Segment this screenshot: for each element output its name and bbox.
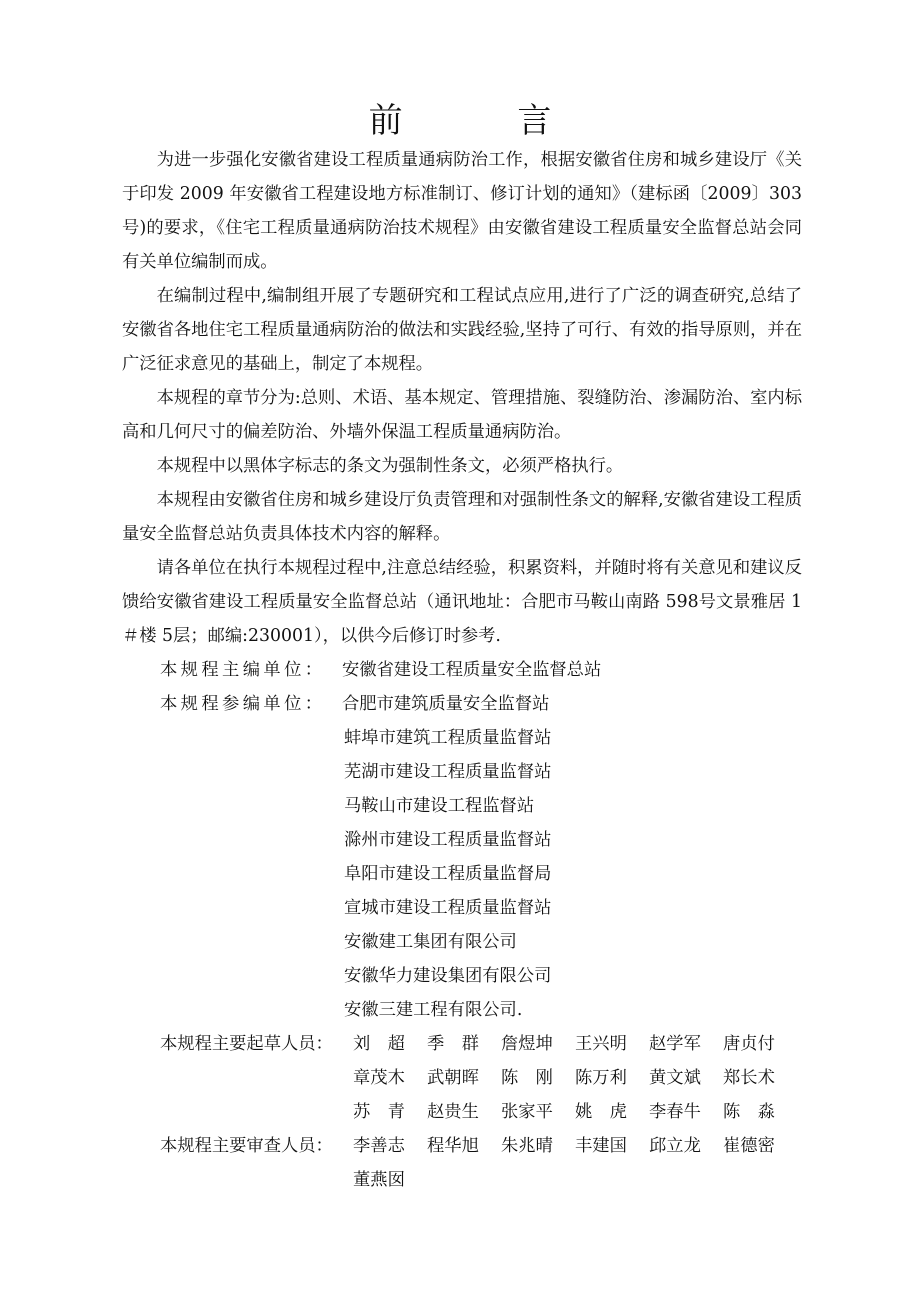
drafter-name: 武朝晖	[427, 1068, 479, 1088]
co-editor-unit: 芜湖市建设工程质量监督站	[344, 762, 552, 782]
co-editor-unit: 马鞍山市建设工程监督站	[344, 796, 535, 816]
reviewer-name: 李善志	[353, 1136, 405, 1156]
drafter-name: 季 群	[427, 1034, 479, 1054]
drafter-name: 郑长术	[723, 1068, 775, 1088]
intro-paragraph: 为进一步强化安徽省建设工程质量通病防治工作，根据安徽省住房和城乡建设厅《关于印发 2009 年安徽省工程建设地方标准制订、修订计划的通知》（建标函〔2009〕303 号)的要求，《住宅工程质量通病防治技术规程》由安徽省建设工程质量安全监督总站会同有关单位编制而成。	[122, 150, 802, 272]
drafter-name: 李春牛	[649, 1102, 701, 1122]
compilation-paragraph: 在编制过程中,编制组开展了专题研究和工程试点应用,进行了广泛的调查研究,总结了安徽省各地住宅工程质量通病防治的做法和实践经验,坚持了可行、有效的指导原则，并在广泛征求意见的基础上，制定了本规程。	[122, 286, 802, 374]
mandatory-paragraph: 本规程中以黑体字标志的条文为强制性条文，必须严格执行。	[156, 456, 624, 476]
co-editor-unit: 阜阳市建设工程质量监督局	[344, 864, 552, 884]
drafter-name: 姚 虎	[575, 1102, 627, 1122]
drafter-name: 赵贵生	[427, 1102, 479, 1122]
reviewer-name: 朱兆晴	[501, 1136, 553, 1156]
drafter-name: 唐贞付	[723, 1034, 775, 1054]
co-editor-unit: 安徽华力建设集团有限公司	[344, 966, 552, 986]
page-title: 前 言	[368, 101, 604, 141]
chief-editor-block	[122, 653, 802, 687]
drafter-name: 黄文斌	[649, 1068, 701, 1088]
reviewer-name: 崔德密	[723, 1136, 775, 1156]
co-editor-unit: 蚌埠市建筑工程质量监督站	[344, 728, 552, 748]
co-editor-unit: 安徽三建工程有限公司.	[344, 1000, 523, 1020]
drafter-name: 章茂木	[353, 1068, 405, 1088]
drafter-name: 王兴明	[575, 1034, 627, 1054]
reviewer-name: 程华旭	[427, 1136, 479, 1156]
reviewers-block	[122, 1129, 802, 1197]
drafters-block	[122, 1027, 802, 1129]
co-editor-unit: 宣城市建设工程质量监督站	[344, 898, 552, 918]
drafter-name: 詹煜坤	[501, 1034, 553, 1054]
co-editor-block	[122, 687, 802, 1027]
drafters-label: 本规程主要起草人员：	[160, 1034, 333, 1054]
drafter-name: 张家平	[501, 1102, 553, 1122]
co-editor-unit: 滁州市建设工程质量监督站	[344, 830, 552, 850]
drafter-name: 刘 超	[353, 1034, 405, 1054]
document-body	[122, 143, 802, 1197]
chief-editor-unit: 安徽省建设工程质量安全监督总站	[342, 660, 602, 680]
reviewer-name: 丰建国	[575, 1136, 627, 1156]
co-editor-label: 本规程参编单位：	[160, 694, 326, 714]
chief-editor-label: 本规程主编单位：	[160, 660, 326, 680]
drafter-name: 陈 淼	[723, 1102, 775, 1122]
co-editor-unit: 安徽建工集团有限公司	[344, 932, 517, 952]
reviewers-label: 本规程主要审查人员：	[160, 1136, 333, 1156]
chapters-paragraph: 本规程的章节分为:总则、术语、基本规定、管理措施、裂缝防治、渗漏防治、室内标高和几何尺寸的偏差防治、外墙外保温工程质量通病防治。	[122, 388, 802, 442]
drafter-name: 陈 刚	[501, 1068, 553, 1088]
drafter-name: 苏 青	[353, 1102, 405, 1122]
feedback-paragraph: 请各单位在执行本规程过程中,注意总结经验，积累资料，并随时将有关意见和建议反馈给安徽省建设工程质量安全监督总站（通讯地址：合肥市马鞍山南路 598号文景雅居 1＃楼 5层；邮编:230001），以供今后修订时参考.	[122, 558, 802, 646]
reviewer-name: 董燕囡	[353, 1170, 405, 1190]
co-editor-unit: 合肥市建筑质量安全监督站	[342, 694, 550, 714]
drafter-name: 陈万利	[575, 1068, 627, 1088]
drafter-name: 赵学军	[649, 1034, 701, 1054]
interpretation-paragraph: 本规程由安徽省住房和城乡建设厅负责管理和对强制性条文的解释,安徽省建设工程质量安全监督总站负责具体技术内容的解释。	[122, 490, 802, 544]
reviewer-name: 邱立龙	[649, 1136, 701, 1156]
